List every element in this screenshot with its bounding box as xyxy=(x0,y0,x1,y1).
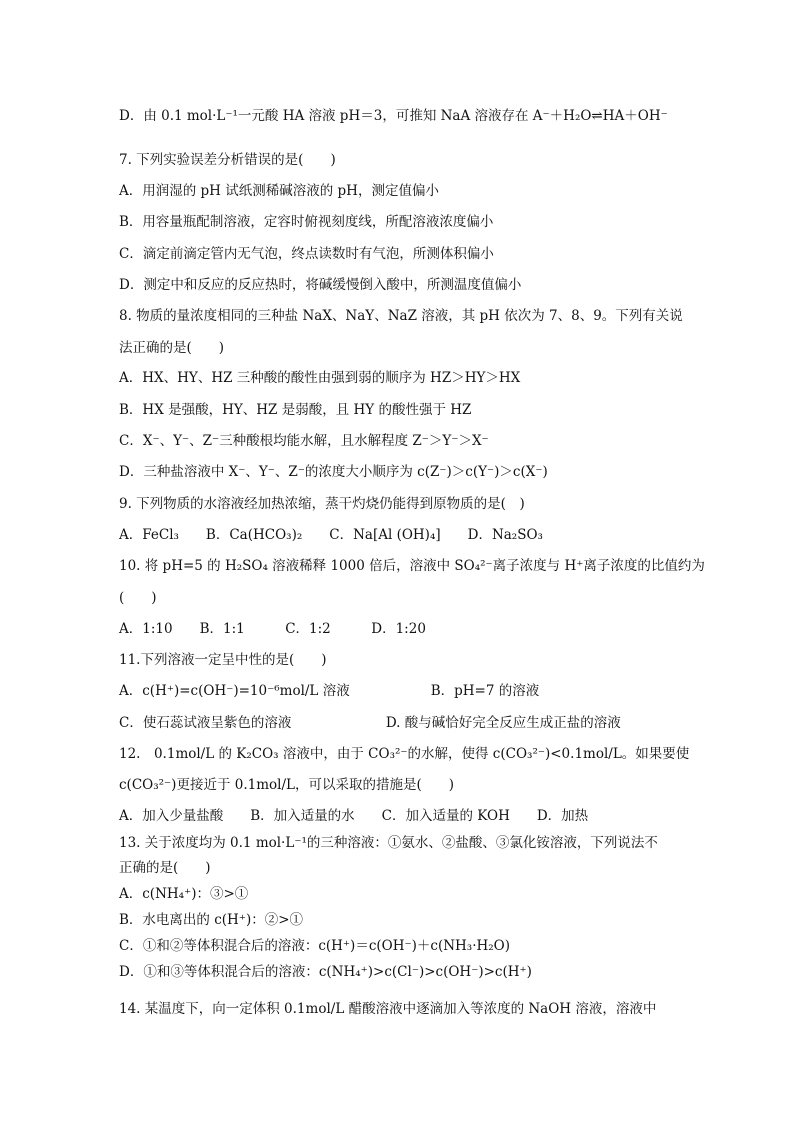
q10-stem-cont: ( ) xyxy=(119,590,157,606)
q8-option-c: C．X⁻、Y⁻、Z⁻三种酸根均能水解，且水解程度 Z⁻＞Y⁻＞X⁻ xyxy=(119,433,489,449)
q13-option-d: D．①和③等体积混合后的溶液：c(NH₄⁺)>c(Cl⁻)>c(OH⁻)>c(H⁺) xyxy=(119,964,532,980)
q7-stem: 7. 下列实验误差分析错误的是( ) xyxy=(119,152,336,168)
q10-stem: 10. 将 pH=5 的 H₂SO₄ 溶液稀释 1000 倍后，溶液中 SO₄²⁻离子浓度与 H⁺离子浓度的比值约为 xyxy=(119,558,705,574)
q11-stem: 11.下列溶液一定呈中性的是( ) xyxy=(119,652,327,668)
q8-stem-cont: 法正确的是( ) xyxy=(119,340,225,356)
q13-option-c: C．①和②等体积混合后的溶液：c(H⁺)＝c(OH⁻)＋c(NH₃·H₂O) xyxy=(119,938,511,954)
q7-option-a: A．用润湿的 pH 试纸测稀碱溶液的 pH，测定值偏小 xyxy=(119,183,439,199)
q8-option-d: D．三种盐溶液中 X⁻、Y⁻、Z⁻的浓度大小顺序为 c(Z⁻)＞c(Y⁻)＞c(X⁻) xyxy=(119,464,548,480)
q8-option-a: A．HX、HY、HZ 三种酸的酸性由强到弱的顺序为 HZ＞HY＞HX xyxy=(119,370,521,386)
q13-stem: 13. 关于浓度均为 0.1 mol·L⁻¹的三种溶液：①氨水、②盐酸、③氯化铵溶液，下列说法不 xyxy=(119,835,658,851)
q14-stem: 14. 某温度下，向一定体积 0.1mol/L 醋酸溶液中逐滴加入等浓度的 NaOH 溶液，溶液中 xyxy=(119,1001,657,1017)
q11-options-ab: A．c(H⁺)=c(OH⁻)=10⁻⁶mol/L 溶液 B．pH=7 的溶液 xyxy=(119,683,540,699)
q8-stem: 8. 物质的量浓度相同的三种盐 NaX、NaY、NaZ 溶液，其 pH 依次为 7、8、9。下列有关说 xyxy=(119,308,683,324)
q13-option-a: A．c(NH₄⁺)：③>① xyxy=(119,886,249,902)
q12-stem: 12. 0.1mol/L 的 K₂CO₃ 溶液中，由于 CO₃²⁻的水解，使得 c(CO₃²⁻)<0.1mol/L。如果要使 xyxy=(119,746,690,762)
q12-options: A．加入少量盐酸 B．加入适量的水 C．加入适量的 KOH D．加热 xyxy=(119,808,589,824)
q7-option-c: C．滴定前滴定管内无气泡，终点读数时有气泡，所测体积偏小 xyxy=(119,246,494,262)
q8-option-b: B．HX 是强酸，HY、HZ 是弱酸，且 HY 的酸性强于 HZ xyxy=(119,402,472,418)
q12-stem-cont: c(CO₃²⁻)更接近于 0.1mol/L，可以采取的措施是( ) xyxy=(119,777,454,793)
q9-stem: 9. 下列物质的水溶液经加热浓缩，蒸干灼烧仍能得到原物质的是( ) xyxy=(119,496,525,512)
q7-option-d: D．测定中和反应的反应热时，将碱缓慢倒入酸中，所测温度值偏小 xyxy=(119,277,522,293)
q10-options: A．1:10 B．1:1 C．1:2 D．1:20 xyxy=(119,621,426,637)
q11-options-cd: C．使石蕊试液呈紫色的溶液 D. 酸与碱恰好完全反应生成正盐的溶液 xyxy=(119,715,621,731)
q6-option-d: D．由 0.1 mol·L⁻¹一元酸 HA 溶液 pH＝3，可推知 NaA 溶液存在 A⁻＋H₂O⇌HA＋OH⁻ xyxy=(119,108,668,124)
q9-options: A．FeCl₃ B．Ca(HCO₃)₂ C．Na[Al (OH)₄] D．Na₂SO₃ xyxy=(119,527,543,543)
q7-option-b: B．用容量瓶配制溶液，定容时俯视刻度线，所配溶液浓度偏小 xyxy=(119,214,494,230)
q13-option-b: B．水电离出的 c(H⁺)：②>① xyxy=(119,912,304,928)
q13-stem-cont: 正确的是( ) xyxy=(119,860,211,876)
